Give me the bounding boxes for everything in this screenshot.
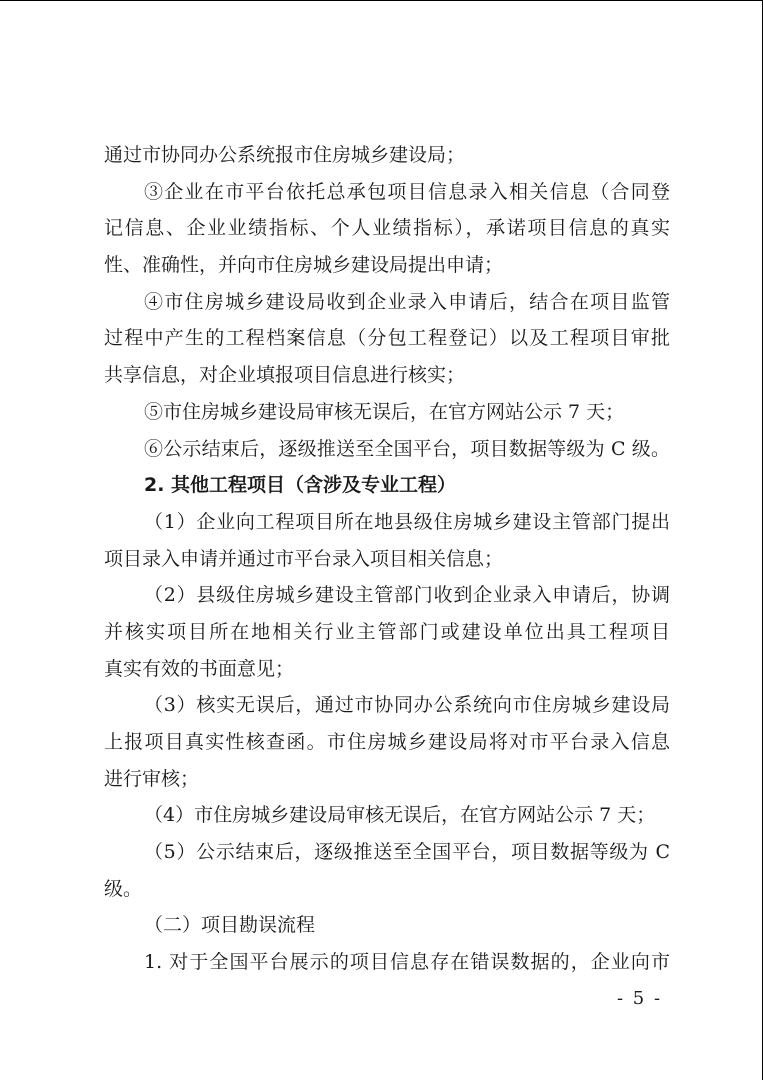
text-line: （3）核实无误后，通过市协同办公系统向市住房城乡建设局	[144, 694, 670, 717]
text-line: （1）企业向工程项目所在地县级住房城乡建设主管部门提出	[144, 510, 670, 533]
text-line: 级。	[104, 877, 143, 900]
text-line: 过程中产生的工程档案信息（分包工程登记）以及工程项目审批	[104, 327, 670, 350]
document-body	[104, 137, 670, 981]
text-line: 上报项目真实性核查函。市住房城乡建设局将对市平台录入信息	[104, 731, 670, 753]
text-line: ⑥公示结束后，逐级推送至全国平台，项目数据等级为 C 级。	[144, 437, 670, 460]
text-line: 通过市协同办公系统报市住房城乡建设局；	[104, 144, 466, 166]
page-border-top	[0, 0, 763, 1]
text-line: （2）县级住房城乡建设主管部门收到企业录入申请后，协调	[144, 584, 670, 607]
text-line: （5）公示结束后，逐级推送至全国平台，项目数据等级为 C	[144, 841, 670, 864]
text-line: 共享信息，对企业填报项目信息进行核实；	[104, 364, 466, 387]
text-line: 项目录入申请并通过市平台录入项目相关信息；	[104, 547, 504, 570]
text-line: 并核实项目所在地相关行业主管部门或建设单位出具工程项目	[104, 620, 670, 643]
page-number: - 5 -	[617, 988, 663, 1009]
text-line: 性、准确性，并向市住房城乡建设局提出申请；	[104, 254, 504, 277]
text-line: 1. 对于全国平台展示的项目信息存在错误数据的，企业向市	[144, 951, 670, 974]
text-line: ③企业在市平台依托总承包项目信息录入相关信息（合同登	[144, 180, 670, 203]
text-line: ⑤市住房城乡建设局审核无误后，在官方网站公示 7 天；	[144, 400, 625, 423]
section-heading: 2. 其他工程项目（含涉及专业工程）	[144, 474, 457, 497]
text-line: （4）市住房城乡建设局审核无误后，在官方网站公示 7 天；	[144, 804, 656, 827]
text-line: 真实有效的书面意见；	[104, 657, 295, 680]
subsection-heading: （二）项目勘误流程	[144, 914, 316, 937]
text-line: ④市住房城乡建设局收到企业录入申请后，结合在项目监管	[144, 290, 670, 313]
text-line: 记信息、企业业绩指标、个人业绩指标），承诺项目信息的真实	[104, 217, 670, 240]
text-line: 进行审核；	[104, 767, 200, 790]
